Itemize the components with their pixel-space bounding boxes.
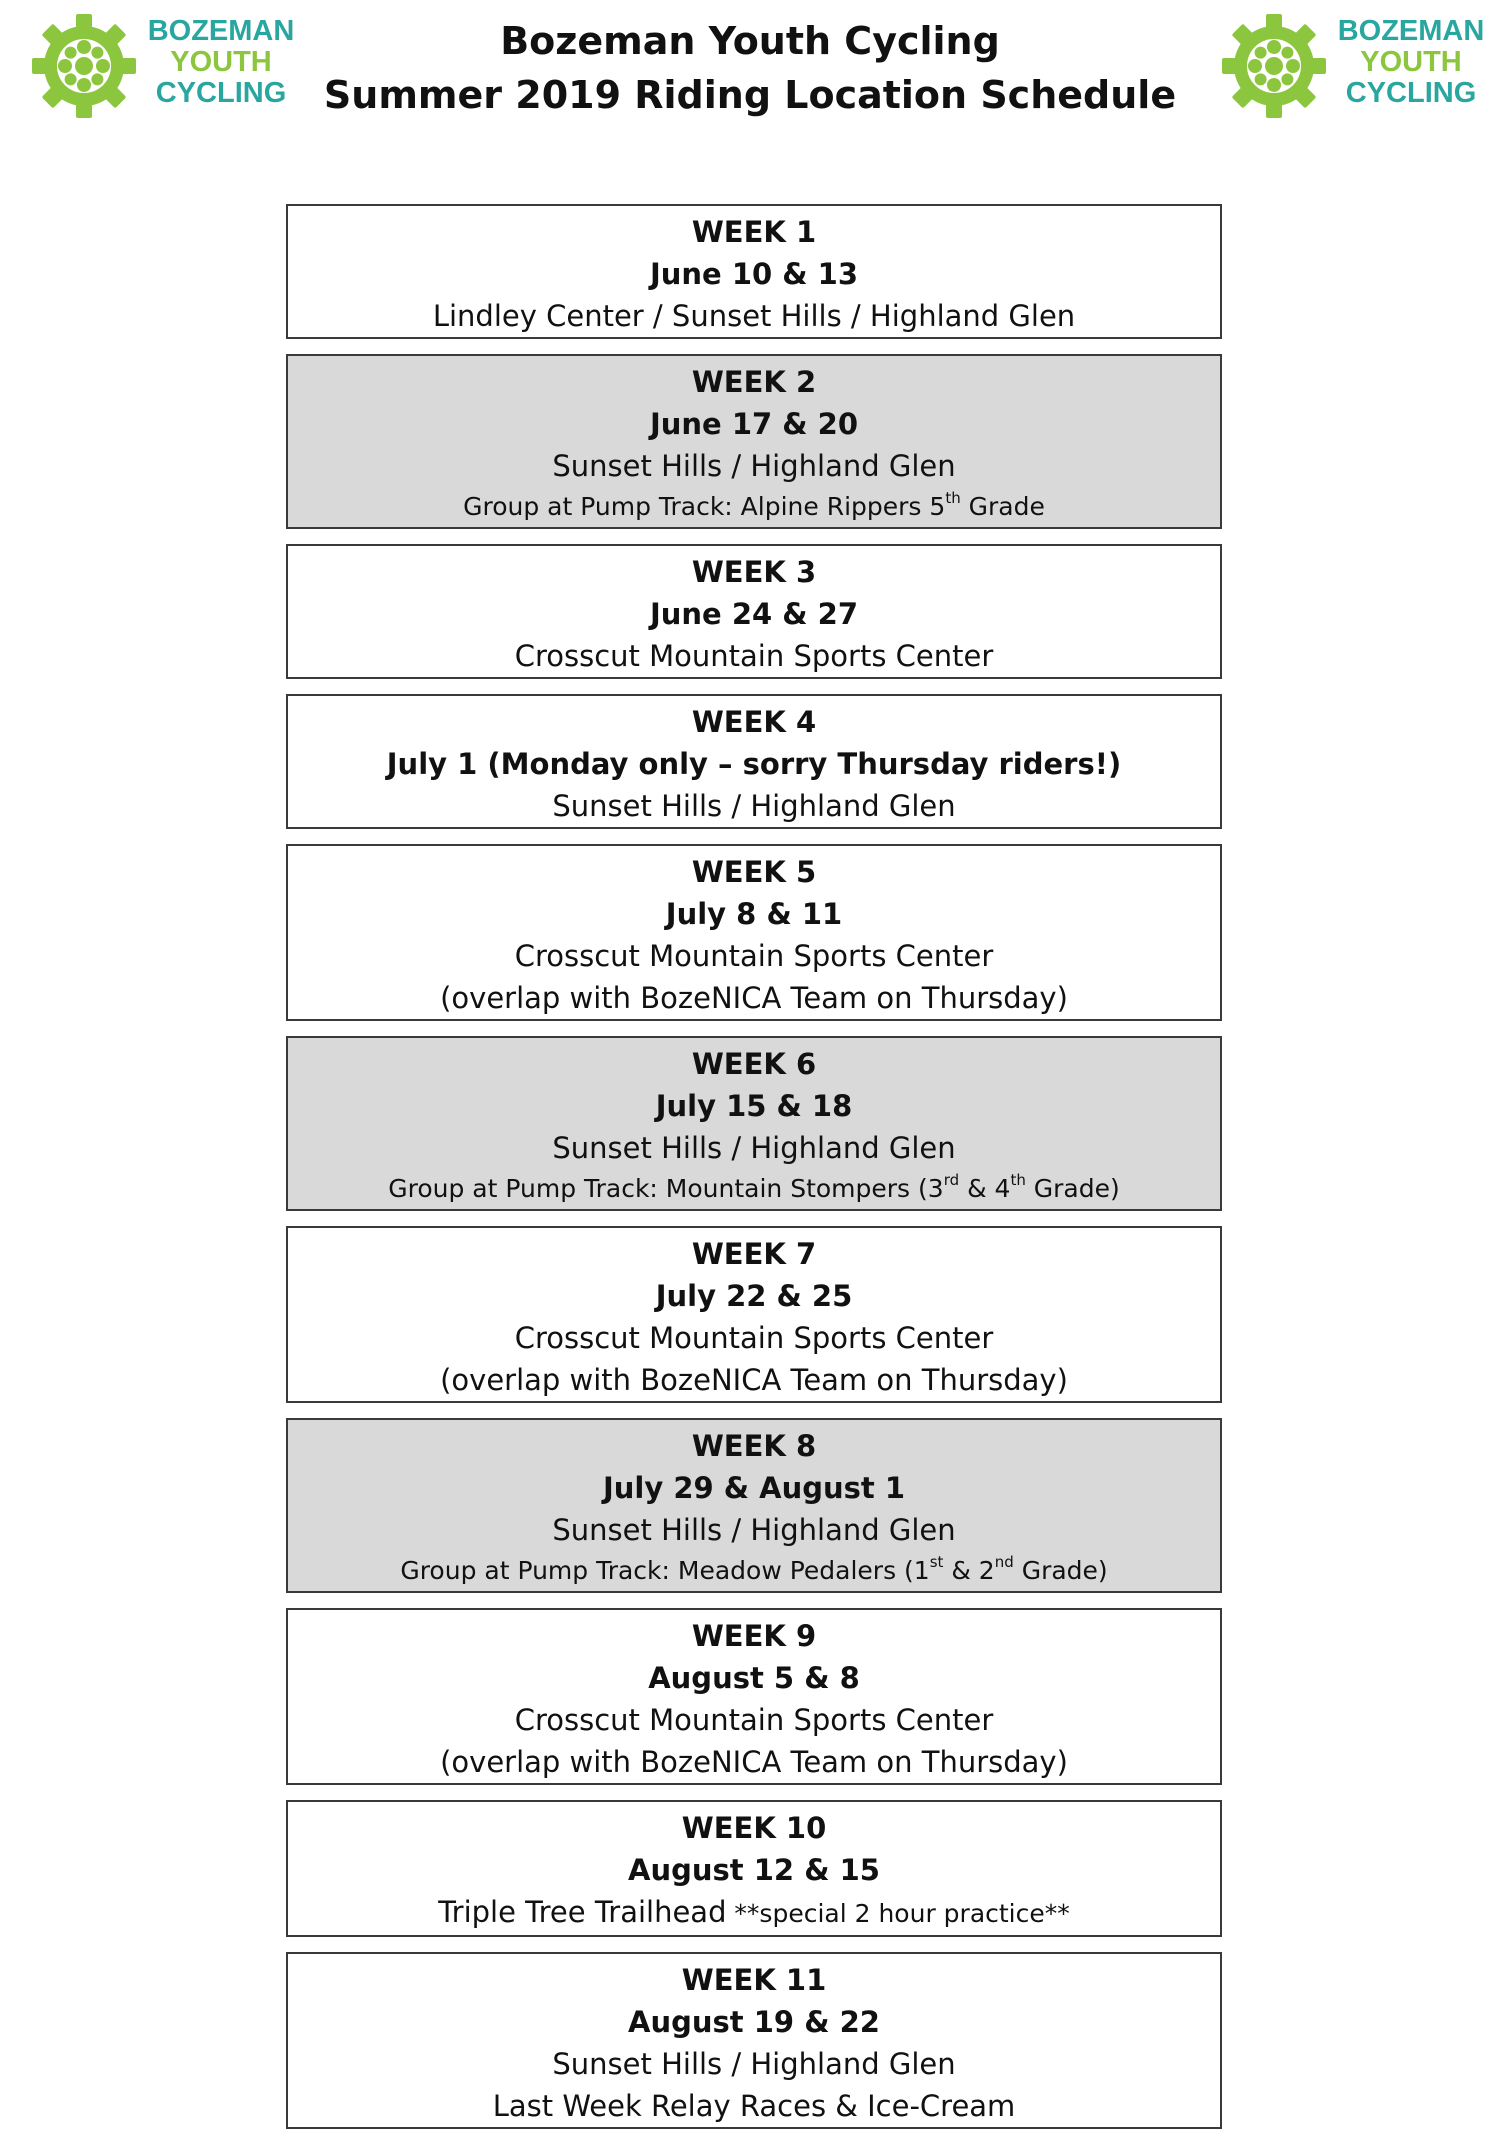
week-card-10 xyxy=(286,1800,1222,1937)
ordinal-suffix: th xyxy=(945,489,961,507)
pump-track-note xyxy=(288,1551,1220,1591)
schedule-list xyxy=(286,204,1222,2144)
logo-line-cycling: CYCLING xyxy=(155,77,287,109)
week-label: WEEK 3 xyxy=(691,555,817,589)
week-extra-info: (overlap with BozeNICA Team on Thursday) xyxy=(440,981,1068,1015)
week-card-11 xyxy=(286,1952,1222,2129)
ordinal-suffix: st xyxy=(929,1553,944,1571)
note-text: Group at Pump Track: Alpine Rippers 5 xyxy=(463,492,946,521)
week-label: WEEK 4 xyxy=(691,705,817,739)
week-card-7 xyxy=(286,1226,1222,1403)
week-dates: June 24 & 27 xyxy=(649,597,859,631)
week-location: Sunset Hills / Highland Glen xyxy=(552,789,956,823)
week-location: Crosscut Mountain Sports Center xyxy=(514,1703,994,1737)
week-extra-info: (overlap with BozeNICA Team on Thursday) xyxy=(440,1745,1068,1779)
week-location: Lindley Center / Sunset Hills / Highland Glen xyxy=(432,299,1076,333)
week-location: Sunset Hills / Highland Glen xyxy=(552,1513,956,1547)
week-location: Crosscut Mountain Sports Center xyxy=(514,939,994,973)
week-label: WEEK 5 xyxy=(691,855,817,889)
week-label: WEEK 9 xyxy=(691,1619,817,1653)
week-location xyxy=(288,1891,1220,1935)
week-extra-info: Last Week Relay Races & Ice-Cream xyxy=(492,2089,1016,2123)
week-location: Sunset Hills / Highland Glen xyxy=(552,449,956,483)
week-label: WEEK 1 xyxy=(691,215,817,249)
bike-gear-icon xyxy=(1218,10,1330,122)
ordinal-suffix: rd xyxy=(943,1171,960,1189)
week-dates: July 15 & 18 xyxy=(655,1089,853,1123)
week-location: Crosscut Mountain Sports Center xyxy=(514,639,994,673)
pump-track-note xyxy=(288,1169,1220,1209)
week-card-1 xyxy=(286,204,1222,339)
week-label: WEEK 6 xyxy=(691,1047,817,1081)
pump-track-note xyxy=(288,487,1220,527)
week-label: WEEK 10 xyxy=(681,1811,827,1845)
week-card-4 xyxy=(286,694,1222,829)
week-location: Sunset Hills / Highland Glen xyxy=(552,2047,956,2081)
logo-line-cycling: CYCLING xyxy=(1345,77,1477,109)
page-header xyxy=(300,14,1200,122)
week-card-6 xyxy=(286,1036,1222,1211)
week-dates: June 17 & 20 xyxy=(649,407,859,441)
logo-wordmark xyxy=(146,16,296,109)
week-dates: June 10 & 13 xyxy=(649,257,859,291)
page-title: Bozeman Youth Cycling xyxy=(500,19,1000,63)
logo-wordmark xyxy=(1336,16,1486,109)
special-practice-note: **special 2 hour practice** xyxy=(726,1899,1070,1928)
week-card-3 xyxy=(286,544,1222,679)
week-location: Crosscut Mountain Sports Center xyxy=(514,1321,994,1355)
logo-right xyxy=(1218,8,1493,128)
week-dates: August 12 & 15 xyxy=(628,1853,880,1887)
page-subtitle: Summer 2019 Riding Location Schedule xyxy=(323,73,1177,117)
logo-line-bozeman: BOZEMAN xyxy=(1337,15,1485,47)
ordinal-suffix: nd xyxy=(994,1553,1014,1571)
week-dates: July 1 (Monday only – sorry Thursday riders!) xyxy=(386,747,1122,781)
week-label: WEEK 11 xyxy=(681,1963,827,1997)
logo-line-bozeman: BOZEMAN xyxy=(147,15,295,47)
ordinal-suffix: th xyxy=(1010,1171,1026,1189)
week-label: WEEK 2 xyxy=(691,365,817,399)
week-card-5 xyxy=(286,844,1222,1021)
week-label: WEEK 7 xyxy=(691,1237,817,1271)
week-dates: July 29 & August 1 xyxy=(602,1471,906,1505)
logo-left xyxy=(28,8,303,128)
logo-line-youth: YOUTH xyxy=(170,46,272,78)
note-text: Group at Pump Track: Meadow Pedalers (1 xyxy=(400,1556,930,1585)
logo-line-youth: YOUTH xyxy=(1360,46,1462,78)
note-text: Grade) xyxy=(1013,1556,1108,1585)
note-text: Grade) xyxy=(1025,1174,1120,1203)
note-text: Group at Pump Track: Mountain Stompers (3 xyxy=(388,1174,944,1203)
note-text: & 2 xyxy=(943,1556,995,1585)
location-name: Triple Tree Trailhead xyxy=(438,1895,727,1929)
week-location: Sunset Hills / Highland Glen xyxy=(552,1131,956,1165)
week-dates: July 8 & 11 xyxy=(665,897,843,931)
week-dates: August 19 & 22 xyxy=(628,2005,880,2039)
week-card-8 xyxy=(286,1418,1222,1593)
note-text: Grade xyxy=(960,492,1045,521)
week-card-9 xyxy=(286,1608,1222,1785)
week-dates: July 22 & 25 xyxy=(655,1279,853,1313)
week-label: WEEK 8 xyxy=(691,1429,817,1463)
week-card-2 xyxy=(286,354,1222,529)
week-extra-info: (overlap with BozeNICA Team on Thursday) xyxy=(440,1363,1068,1397)
note-text: & 4 xyxy=(959,1174,1011,1203)
bike-gear-icon xyxy=(28,10,140,122)
week-dates: August 5 & 8 xyxy=(648,1661,860,1695)
